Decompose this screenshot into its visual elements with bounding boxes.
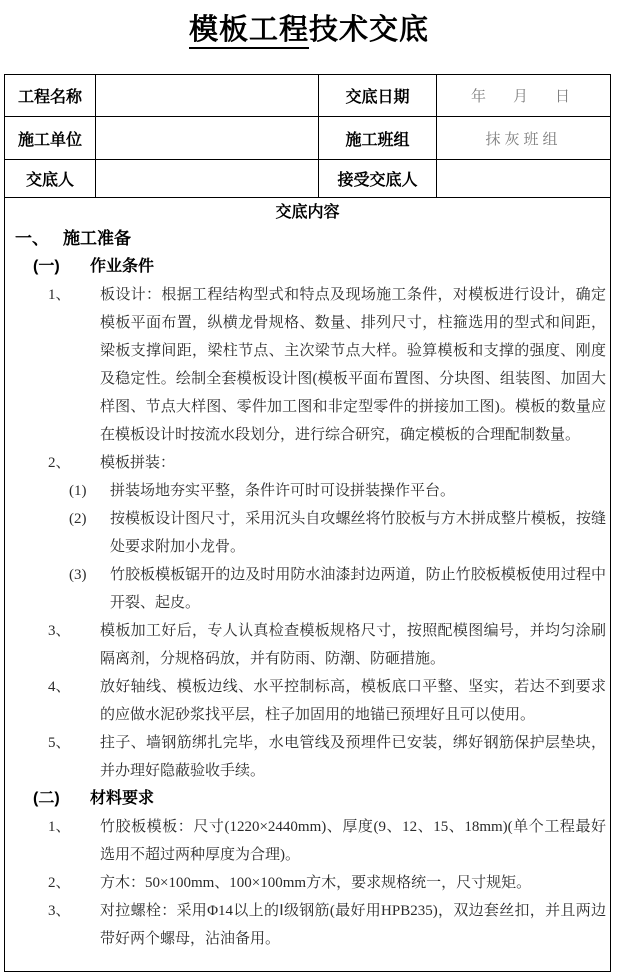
receiver-label: 接受交底人: [337, 172, 418, 189]
block-text: 拼装场地夯实平整，条件许可时可设拼装操作平台。: [110, 483, 456, 499]
block-text: 方木：50×100mm、100×100mm方木，要求规格统一，尺寸规矩。: [100, 875, 532, 891]
construction-team-value-cell: [437, 117, 610, 159]
construction-team-label-cell: [319, 117, 437, 159]
content-block: [5, 673, 610, 729]
block-text: 作业条件: [90, 258, 155, 275]
block-text: 按模板设计图尺寸，采用沉头自攻螺丝将竹胶板与方木拼成整片模板，按缝处要求附加小龙骨。: [110, 511, 606, 555]
content-block: [5, 225, 610, 253]
discloser-label-cell: [5, 160, 96, 197]
content-block: [5, 897, 610, 953]
content-blocks: [5, 225, 610, 953]
content-header: 交底内容: [275, 204, 340, 221]
document-title: [0, 7, 618, 47]
block-number: 3、: [48, 903, 71, 919]
discloser-label: 交底人: [25, 172, 74, 189]
disclosure-content-cell: [5, 198, 610, 953]
disclosure-date-label-cell: [319, 75, 437, 116]
disclosure-date-label: 交底日期: [345, 89, 410, 106]
project-name-value-cell: [96, 75, 319, 116]
content-block: [5, 561, 610, 617]
block-number: 1、: [48, 287, 71, 303]
content-block: [5, 617, 610, 673]
disclosure-table: [4, 74, 611, 972]
content-block: [5, 449, 610, 477]
construction-unit-value-cell: [96, 117, 319, 159]
block-text: 模板加工好后，专人认真检查模板规格尺寸，按照配模图编号，并均匀涂刷隔离剂，分规格码放，并有防雨、防潮、防砸措施。: [100, 623, 606, 667]
document-title-rest: 技术交底: [309, 14, 430, 46]
block-text: 施工准备: [63, 229, 131, 248]
receiver-label-cell: [319, 160, 437, 197]
discloser-value-cell: [96, 160, 319, 197]
content-block: [5, 505, 610, 561]
construction-unit-label: 施工单位: [17, 131, 82, 149]
block-text: 竹胶板模板：尺寸(1220×2440mm)、厚度(9、12、15、18mm)(单个工程最好选用不超过两种厚度为合理)。: [100, 819, 606, 863]
block-number: (一): [33, 258, 60, 275]
content-block: [5, 281, 610, 449]
block-text: 竹胶板模板锯开的边及时用防水油漆封边两道，防止竹胶板模板使用过程中开裂、起皮。: [110, 567, 606, 611]
document-title-underlined: 模板工程: [189, 14, 309, 49]
block-number: 2、: [48, 455, 71, 471]
block-text: 放好轴线、模板边线、水平控制标高，模板底口平整、坚实，若达不到要求的应做水泥砂浆找平层，柱子加固用的地锚已预埋好且可以使用。: [100, 679, 606, 723]
block-number: 5、: [48, 735, 71, 751]
block-number: (3): [69, 567, 87, 583]
content-block: [5, 253, 610, 281]
block-text: 对拉螺栓：采用Φ14以上的Ⅰ级钢筋(最好用HPB235)，双边套丝扣，并且两边带好两个螺母，沾油备用。: [100, 903, 606, 947]
block-number: (2): [69, 511, 87, 527]
content-block: [5, 477, 610, 505]
block-number: 3、: [48, 623, 71, 639]
block-text: 板设计：根据工程结构型式和特点及现场施工条件，对模板进行设计，确定模板平面布置，纵横龙骨规格、数量、排列尺寸，柱箍选用的型式和间距，梁板支撑间距，梁柱节点、主次梁节点大样。验算模板和支撑的强度、刚度及稳定性。绘制全套模板设计图(模板平面布置图、分块图、组装图、加固大样图、节点大样图、零件加工图和非定型零件的拼接加工图)。模板的数量应在模板设计时按流水段划分，进行综合研究，确定模板的合理配制数量。: [100, 287, 606, 443]
block-number: 1、: [48, 819, 71, 835]
table-row: [5, 75, 610, 117]
construction-team-value: 抹灰班组: [485, 131, 562, 148]
construction-unit-label-cell: [5, 117, 96, 159]
block-number: (1): [69, 483, 87, 499]
project-name-label-cell: [5, 75, 96, 116]
content-block: [5, 813, 610, 869]
block-text: 拄子、墙钢筋绑扎完毕，水电管线及预埋件已安装，绑好钢筋保护层垫块，并办理好隐蔽验收手续。: [100, 735, 606, 779]
block-number: 2、: [48, 875, 71, 891]
disclosure-date-value-cell: [437, 75, 610, 116]
content-block: [5, 785, 610, 813]
block-number: 一、: [15, 229, 49, 248]
block-text: 材料要求: [90, 790, 155, 807]
block-text: 模板拼装：: [100, 455, 176, 471]
receiver-value-cell: [437, 160, 610, 197]
block-number: (二): [33, 790, 60, 807]
content-block: [5, 869, 610, 897]
block-number: 4、: [48, 679, 71, 695]
table-row: [5, 160, 610, 198]
content-block: [5, 729, 610, 785]
construction-team-label: 施工班组: [345, 131, 410, 149]
table-row: [5, 117, 610, 160]
disclosure-date-value: 年 月 日: [470, 89, 576, 105]
project-name-label: 工程名称: [17, 89, 82, 106]
